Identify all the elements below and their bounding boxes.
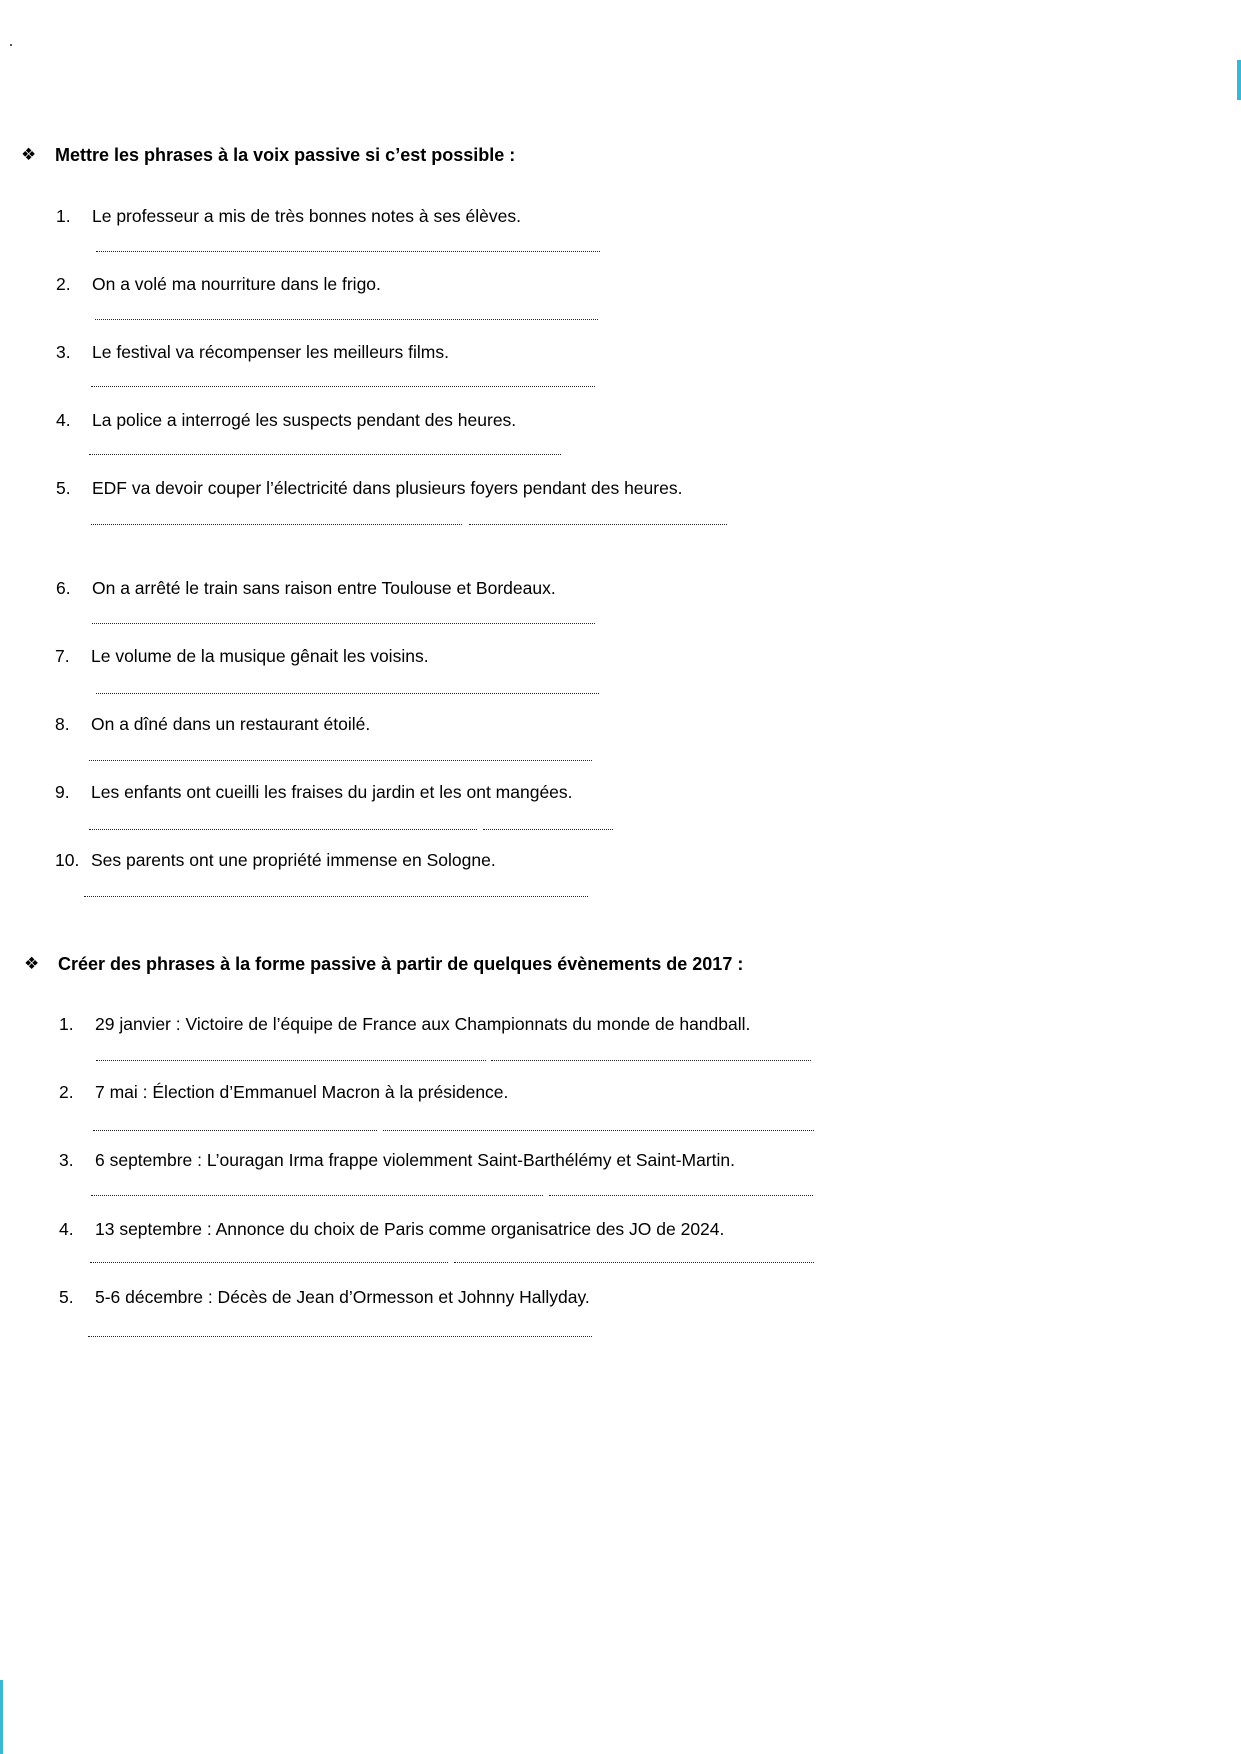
section2-heading-text: Créer des phrases à la forme passive à partir de quelques évènements de 2017 : bbox=[58, 954, 744, 974]
answer-line[interactable] bbox=[88, 1336, 592, 1337]
item-number: 3. bbox=[59, 1150, 74, 1170]
item-text: Le festival va récompenser les meilleurs films. bbox=[92, 342, 449, 362]
item-text: On a arrêté le train sans raison entre Toulouse et Bordeaux. bbox=[92, 578, 556, 598]
item-text: 5-6 décembre : Décès de Jean d’Ormesson et Johnny Hallyday. bbox=[95, 1287, 590, 1307]
answer-line[interactable] bbox=[91, 524, 462, 525]
section1-heading bbox=[21, 145, 516, 166]
item-number: 6. bbox=[56, 578, 71, 598]
item-text: Les enfants ont cueilli les fraises du jardin et les ont mangées. bbox=[91, 782, 573, 802]
answer-line[interactable] bbox=[91, 1195, 543, 1196]
item-text: La police a interrogé les suspects pendant des heures. bbox=[92, 410, 517, 430]
item-number: 4. bbox=[59, 1219, 74, 1239]
item-number: 8. bbox=[55, 714, 70, 734]
item-text: 29 janvier : Victoire de l’équipe de France aux Championnats du monde de handball. bbox=[95, 1014, 751, 1034]
answer-line[interactable] bbox=[95, 319, 598, 320]
item-number: 4. bbox=[56, 410, 71, 430]
item-number: 2. bbox=[59, 1082, 74, 1102]
section1-heading-text: Mettre les phrases à la voix passive si c’est possible : bbox=[55, 145, 516, 165]
answer-line[interactable] bbox=[89, 829, 477, 830]
page-edge-marker-right bbox=[1237, 60, 1241, 100]
answer-line[interactable] bbox=[84, 896, 588, 897]
answer-line[interactable] bbox=[483, 829, 613, 830]
item-number: 1. bbox=[59, 1014, 74, 1034]
section2-heading bbox=[24, 954, 744, 975]
item-text: 6 septembre : L’ouragan Irma frappe violemment Saint-Barthélémy et Saint-Martin. bbox=[95, 1150, 736, 1170]
answer-line[interactable] bbox=[454, 1262, 814, 1263]
item-text: Ses parents ont une propriété immense en Sologne. bbox=[91, 850, 496, 870]
item-text: On a dîné dans un restaurant étoilé. bbox=[91, 714, 371, 734]
item-text: 7 mai : Élection d’Emmanuel Macron à la présidence. bbox=[95, 1082, 509, 1102]
item-number: 1. bbox=[56, 206, 71, 226]
answer-line[interactable] bbox=[92, 623, 595, 624]
four-diamond-bullet-icon: ❖ bbox=[24, 954, 40, 973]
item-text: EDF va devoir couper l’électricité dans plusieurs foyers pendant des heures. bbox=[92, 478, 683, 498]
item-number: 10. bbox=[55, 850, 80, 870]
item-text: Le professeur a mis de très bonnes notes à ses élèves. bbox=[92, 206, 521, 226]
answer-line[interactable] bbox=[90, 1262, 448, 1263]
item-text: Le volume de la musique gênait les voisins. bbox=[91, 646, 429, 666]
item-number: 5. bbox=[56, 478, 71, 498]
item-text: 13 septembre : Annonce du choix de Paris comme organisatrice des JO de 2024. bbox=[95, 1219, 725, 1239]
answer-line[interactable] bbox=[96, 251, 600, 252]
answer-line[interactable] bbox=[93, 1130, 377, 1131]
answer-line[interactable] bbox=[96, 693, 599, 694]
four-diamond-bullet-icon: ❖ bbox=[21, 145, 37, 164]
item-number: 2. bbox=[56, 274, 71, 294]
answer-line[interactable] bbox=[96, 1060, 486, 1061]
item-text: On a volé ma nourriture dans le frigo. bbox=[92, 274, 381, 294]
item-number: 3. bbox=[56, 342, 71, 362]
answer-line[interactable] bbox=[491, 1060, 811, 1061]
answer-line[interactable] bbox=[89, 454, 561, 455]
answer-line[interactable] bbox=[383, 1130, 814, 1131]
answer-line[interactable] bbox=[549, 1195, 813, 1196]
answer-line[interactable] bbox=[469, 524, 727, 525]
answer-line[interactable] bbox=[89, 760, 592, 761]
page-edge-marker-left bbox=[0, 1680, 3, 1754]
scan-mark bbox=[10, 44, 12, 46]
answer-line[interactable] bbox=[91, 386, 595, 387]
item-number: 7. bbox=[55, 646, 70, 666]
item-number: 9. bbox=[55, 782, 70, 802]
item-number: 5. bbox=[59, 1287, 74, 1307]
